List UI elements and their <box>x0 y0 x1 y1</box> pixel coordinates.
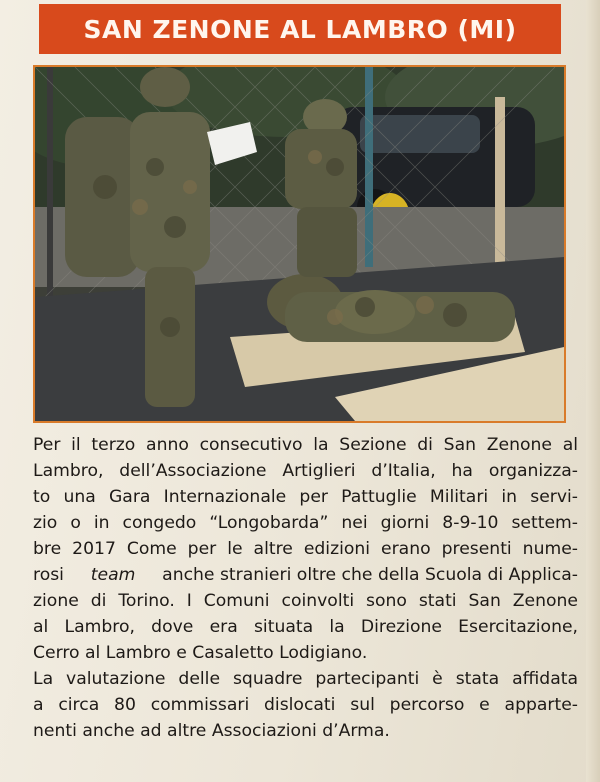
text-fragment: rosi <box>33 565 64 585</box>
article-body <box>33 432 578 744</box>
text-line: al Lambro, dove era situata la Direzione Esercitazione, <box>33 617 578 637</box>
italic-term: team <box>90 565 136 585</box>
soldiers-with-stretcher-photo <box>35 67 564 421</box>
text-line: Per il terzo anno consecutivo la Sezione di San Zenone al <box>33 435 578 455</box>
text-line: Cerro al Lambro e Casaletto Lodigiano. <box>33 643 368 663</box>
article-photo <box>33 65 566 423</box>
text-line: zione di Torino. I Comuni coinvolti sono stati San Zenone <box>33 591 578 611</box>
text-line: bre 2017 Come per le altre edizioni erano presenti nume- <box>33 539 578 559</box>
section-title: SAN ZENONE AL LAMBRO (MI) <box>83 14 517 44</box>
paragraph-2 <box>33 666 578 744</box>
text-line: a circa 80 commissari dislocati sul percorso e apparte- <box>33 695 578 715</box>
text-line: Lambro, dell’Associazione Artiglieri d’Italia, ha organizza- <box>33 461 578 481</box>
text-line: to una Gara Internazionale per Pattuglie Militari in servi- <box>33 487 578 507</box>
text-line: La valutazione delle squadre partecipanti è stata affidata <box>33 669 578 689</box>
page-edge <box>586 0 600 782</box>
text-line-mixed <box>33 562 578 588</box>
text-fragment: anche stranieri oltre che della Scuola di Applica- <box>162 565 578 585</box>
section-title-banner <box>39 4 561 54</box>
paragraph-1 <box>33 432 578 666</box>
text-line: nenti anche ad altre Associazioni d’Arma. <box>33 721 390 741</box>
text-line: zio o in congedo “Longobarda” nei giorni 8-9-10 settem- <box>33 513 578 533</box>
